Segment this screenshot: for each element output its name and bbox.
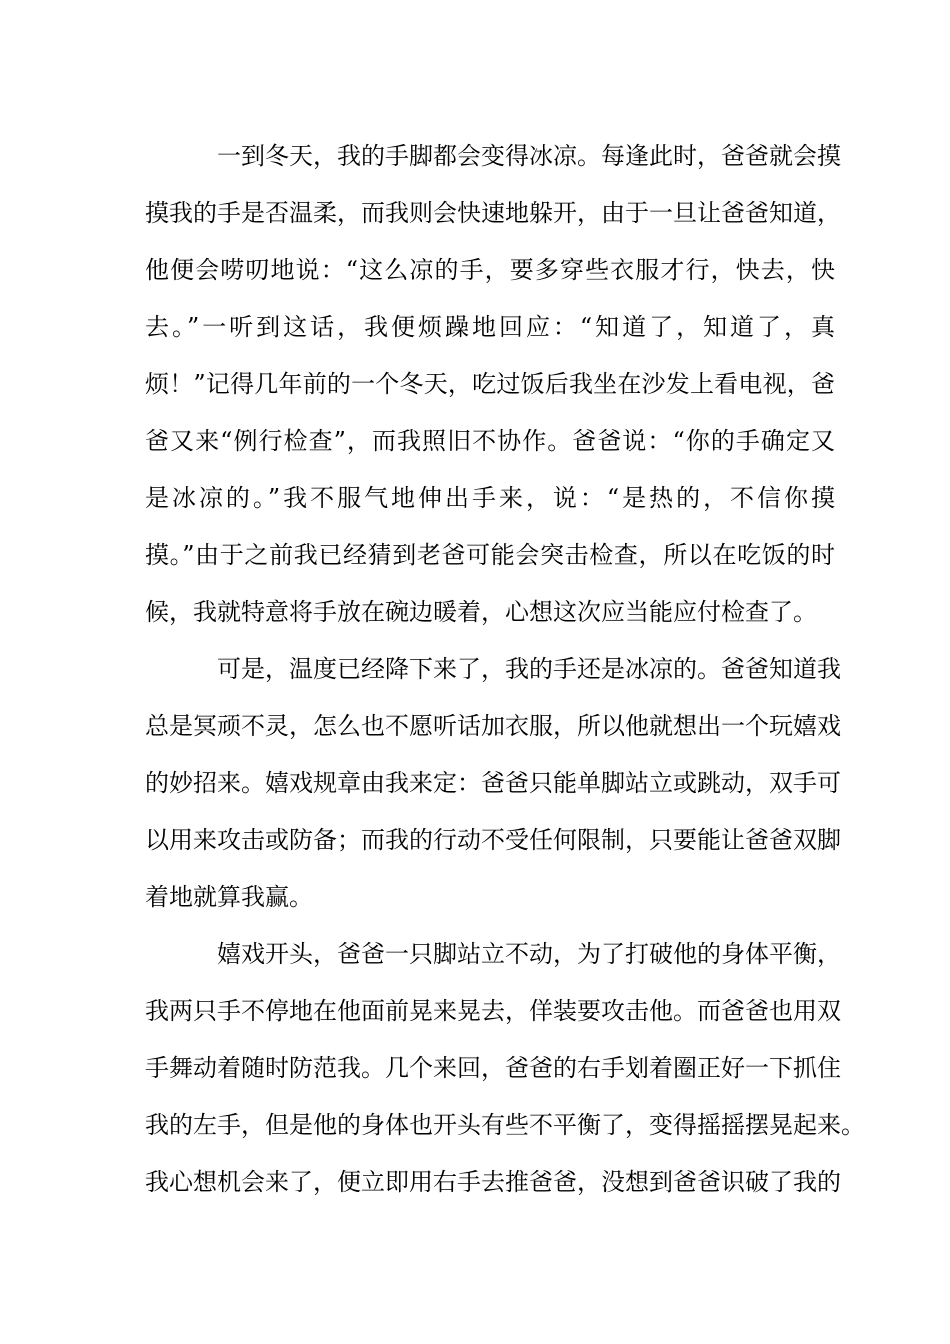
text-line: 我两只手不停地在他面前晃来晃去，佯装要攻击他。而爸爸也用双 [145, 997, 841, 1025]
text-line: 我心想机会来了，便立即用右手去推爸爸，没想到爸爸识破了我的 [145, 1168, 841, 1196]
text-line: 嬉戏开头，爸爸一只脚站立不动，为了打破他的身体平衡， [217, 940, 841, 968]
text-line: 摸我的手是否温柔，而我则会快速地躲开，由于一旦让爸爸知道， [145, 199, 841, 227]
body-text [145, 128, 865, 1211]
text-line: 一到冬天，我的手脚都会变得冰凉。每逢此时，爸爸就会摸 [217, 142, 841, 170]
text-line: 爸又来“例行检查”，而我照旧不协作。爸爸说：“你的手确定又 [145, 427, 835, 455]
text-line: 去。”一听到这话，我便烦躁地回应：“知道了，知道了，真 [145, 313, 835, 341]
text-line: 摸。”由于之前我已经猜到老爸可能会突击检查，所以在吃饭的时 [145, 541, 835, 569]
text-line: 总是冥顽不灵，怎么也不愿听话加衣服，所以他就想出一个玩嬉戏 [145, 712, 841, 740]
text-line: 候，我就特意将手放在碗边暖着，心想这次应当能应付检查了。 [145, 598, 817, 626]
text-line: 着地就算我赢。 [145, 883, 313, 911]
text-line: 是冰凉的。”我不服气地伸出手来，说：“是热的，不信你摸 [145, 484, 835, 512]
text-line: 他便会唠叨地说：“这么凉的手，要多穿些衣服才行，快去，快 [145, 256, 835, 284]
text-line: 手舞动着随时防范我。几个来回，爸爸的右手划着圈正好一下抓住 [145, 1054, 841, 1082]
text-line: 的妙招来。嬉戏规章由我来定：爸爸只能单脚站立或跳动，双手可 [145, 769, 841, 797]
text-line: 可是，温度已经降下来了，我的手还是冰凉的。爸爸知道我 [217, 655, 841, 683]
text-line: 烦！”记得几年前的一个冬天，吃过饭后我坐在沙发上看电视，爸 [145, 370, 835, 398]
text-line: 以用来攻击或防备；而我的行动不受任何限制，只要能让爸爸双脚 [145, 826, 841, 854]
text-line: 我的左手，但是他的身体也开头有些不平衡了，变得摇摇摆晃起来。 [145, 1111, 865, 1139]
